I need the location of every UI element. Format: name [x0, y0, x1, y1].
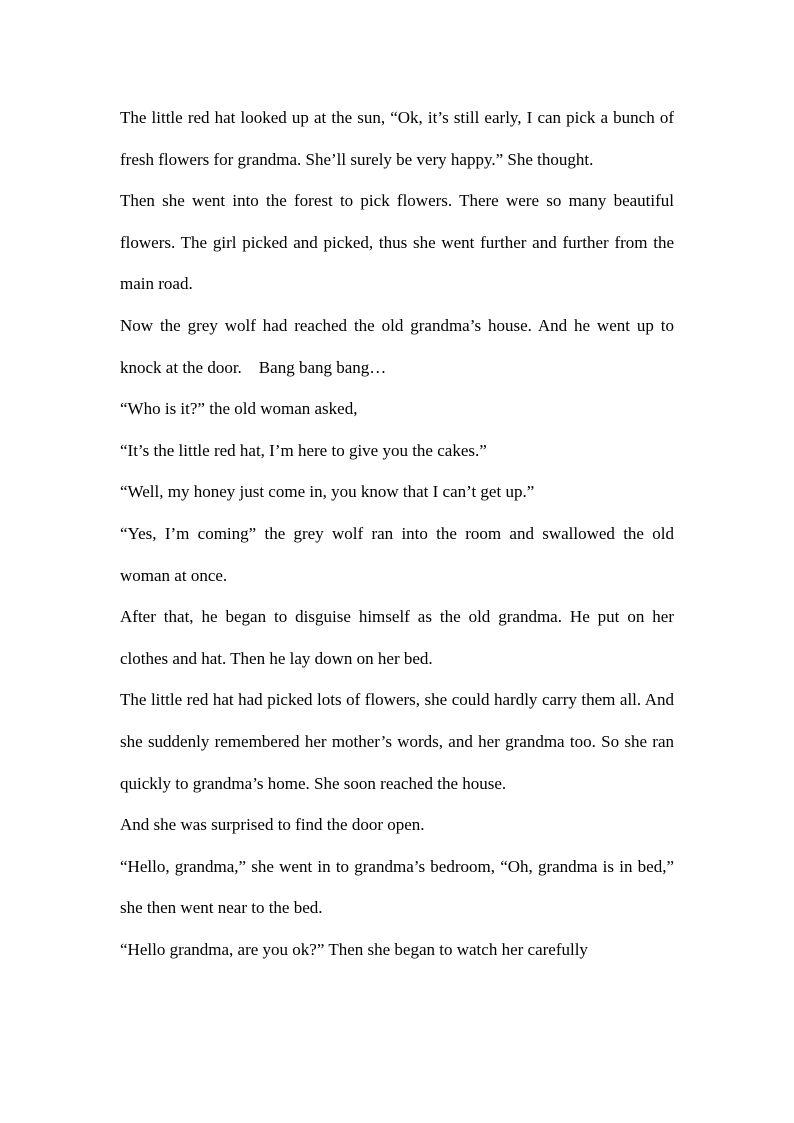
paragraph: Now the grey wolf had reached the old grandma’s house. And he went up to knock at the door. Bang bang bang… — [120, 315, 674, 377]
paragraph: The little red hat had picked lots of flowers, she could hardly carry them all. And she suddenly remembered her mother’s words, and her grandma too. So she ran quickly to grandma’s home. She soon reached the house. — [120, 690, 674, 793]
paragraph: “Who is it?” the old woman asked, — [120, 399, 358, 419]
paragraph: Then she went into the forest to pick flowers. There were so many beautiful flowers. The girl picked and picked, thus she went further and further from the main road. — [120, 191, 674, 294]
paragraph: And she was surprised to find the door open. — [120, 815, 425, 835]
paragraph: The little red hat looked up at the sun, “Ok, it’s still early, I can pick a bunch of fresh flowers for grandma. She’ll surely be very happy.” She thought. — [120, 108, 674, 169]
paragraph: “Well, my honey just come in, you know that I can’t get up.” — [120, 482, 535, 502]
story-text — [120, 97, 674, 970]
paragraph: “Hello, grandma,” she went in to grandma’s bedroom, “Oh, grandma is in bed,” she then went near to the bed. — [120, 856, 674, 918]
paragraph: “Yes, I’m coming” the grey wolf ran into the room and swallowed the old woman at once. — [120, 523, 674, 585]
paragraph: After that, he began to disguise himself as the old grandma. He put on her clothes and hat. Then he lay down on her bed. — [120, 607, 674, 668]
paragraph: “Hello grandma, are you ok?” Then she began to watch her carefully — [120, 939, 588, 959]
paragraph: “It’s the little red hat, I’m here to give you the cakes.” — [120, 440, 487, 460]
